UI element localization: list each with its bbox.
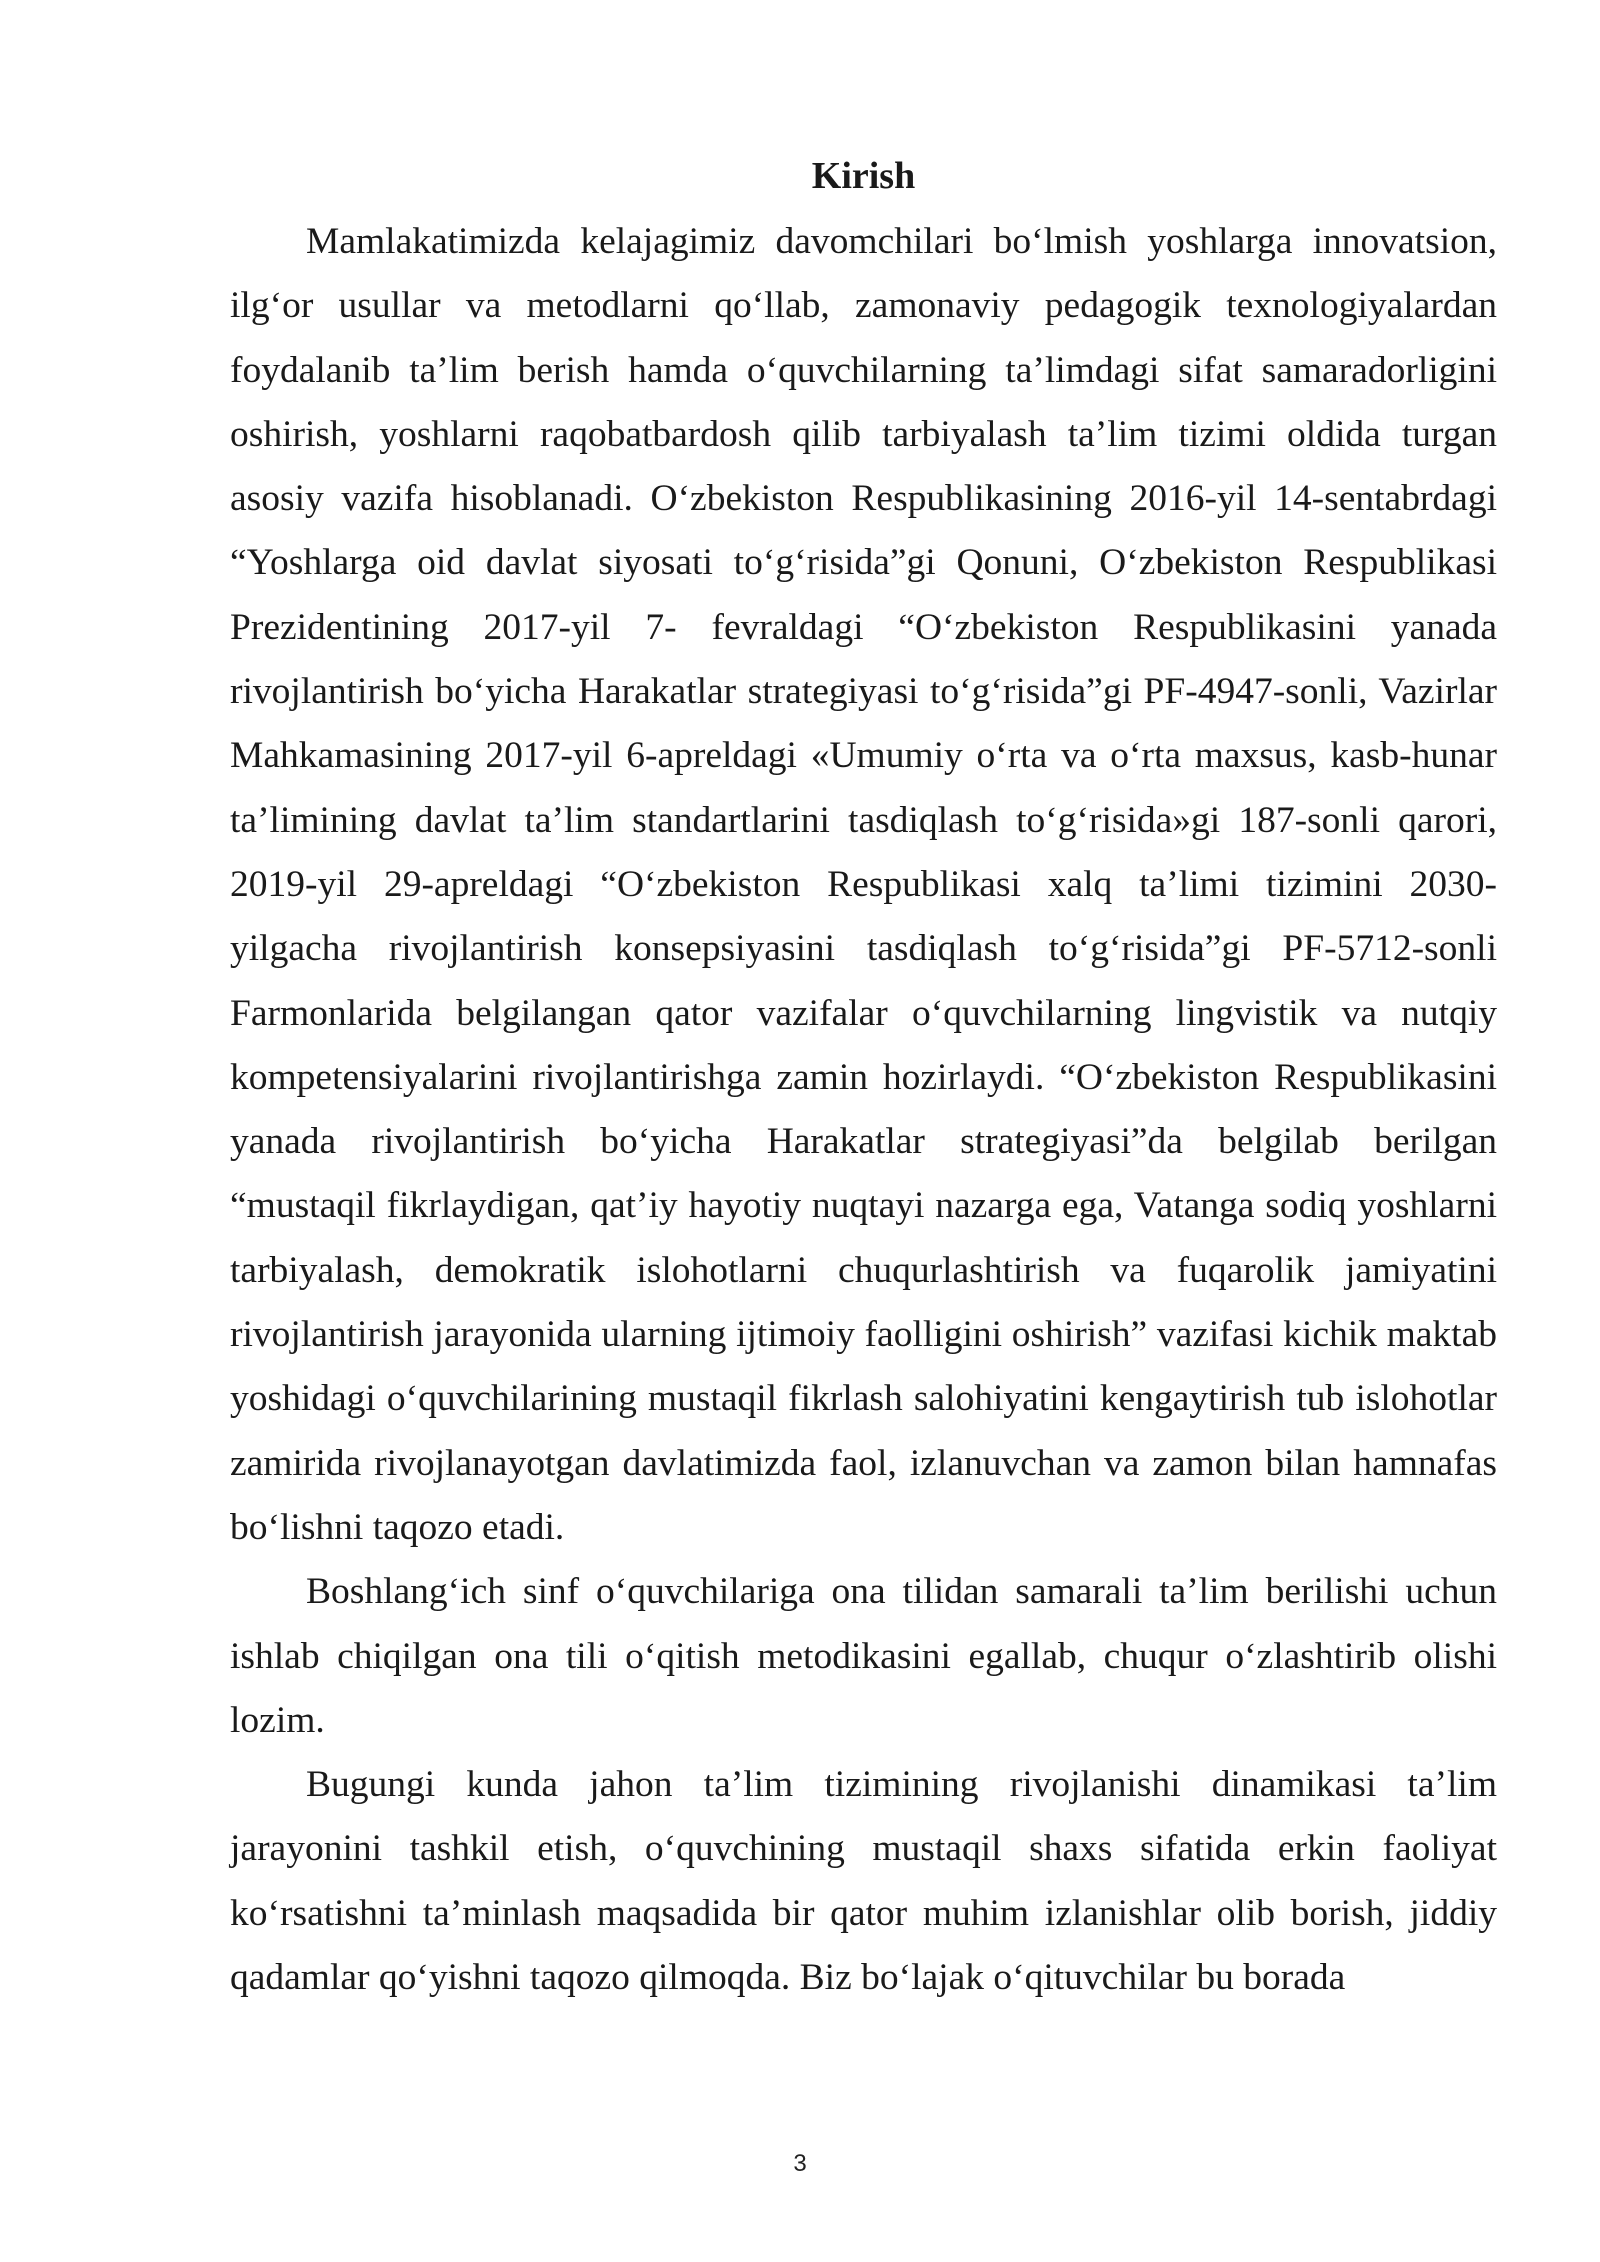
page-number: 3 <box>793 2150 807 2177</box>
paragraph: Bugungi kunda jahon ta’lim tizimining rivojlanishi dinamikasi ta’lim jarayonini tashkil etish, o‘quvchining mustaqil shaxs sifatida erkin faoliyat ko‘rsatishni ta’minlash maqsadida bir qator muhim izlanishlar olib borish, jiddiy qadamlar qo‘yishni taqozo qilmoqda. Biz bo‘lajak o‘qituvchilar bu borada <box>230 1764 1497 1999</box>
paragraph: Mamlakatimizda kelajagimiz davomchilari bo‘lmish yoshlarga innovatsion, ilg‘or usullar va metodlarni qo‘llab, zamonaviy pedagogik texnologiyalardan foydalanib ta’lim berish hamda o‘quvchilarning ta’limdagi sifat samaradorligini oshirish, yoshlarni raqobatbardosh qilib tarbiyalash ta’lim tizimi oldida turgan asosiy vazifa hisoblanadi. O‘zbekiston Respublikasining 2016-yil 14-sentabrdagi “Yoshlarga oid davlat siyosati to‘g‘risida”gi Qonuni, O‘zbekiston Respublikasi Prezidentining 2017-yil 7- fevraldagi “O‘zbekiston Respublikasini yanada rivojlantirish bo‘yicha Harakatlar strategiyasi to‘g‘risida”gi PF-4947-sonli, Vazirlar Mahkamasining 2017-yil 6-apreldagi «Umumiy o‘rta va o‘rta maxsus, kasb-hunar ta’limining davlat ta’lim standartlarini tasdiqlash to‘g‘risida»gi 187-sonli qarori, 2019-yil 29-apreldagi “O‘zbekiston Respublikasi xalq ta’limi tizimini 2030-yilgacha rivojlantirish konsepsiyasini tasdiqlash to‘g‘risida”gi PF-5712-sonli Farmonlarida belgilangan qator vazifalar o‘quvchilarning lingvistik va nutqiy kompetensiyalarini rivojlantirishga zamin hozirlaydi. “O‘zbekiston Respublikasini yanada rivojlantirish bo‘yicha Harakatlar strategiyasi”da belgilab berilgan “mustaqil fikrlaydigan, qat’iy hayotiy nuqtayi nazarga ega, Vatanga sodiq yoshlarni tarbiyalash, demokratik islohotlarni chuqurlashtirish va fuqarolik jamiyatini rivojlantirish jarayonida ularning ijtimoiy faolligini oshirish” vazifasi kichik maktab yoshidagi o‘quvchilarining mustaqil fikrlash salohiyatini kengaytirish tub islohotlar zamirida rivojlanayotgan davlatimizda faol, izlanuvchan va zamon bilan hamnafas bo‘lishni taqozo etadi. <box>230 221 1497 1548</box>
page-content <box>230 148 1497 2010</box>
section-title: Kirish <box>811 155 916 197</box>
paragraph: Boshlang‘ich sinf o‘quvchilariga ona tilidan samarali ta’lim berilishi uchun ishlab chiqilgan ona tili o‘qitish metodikasini egallab, chuqur o‘zlashtirib olishi lozim. <box>230 1571 1497 1741</box>
